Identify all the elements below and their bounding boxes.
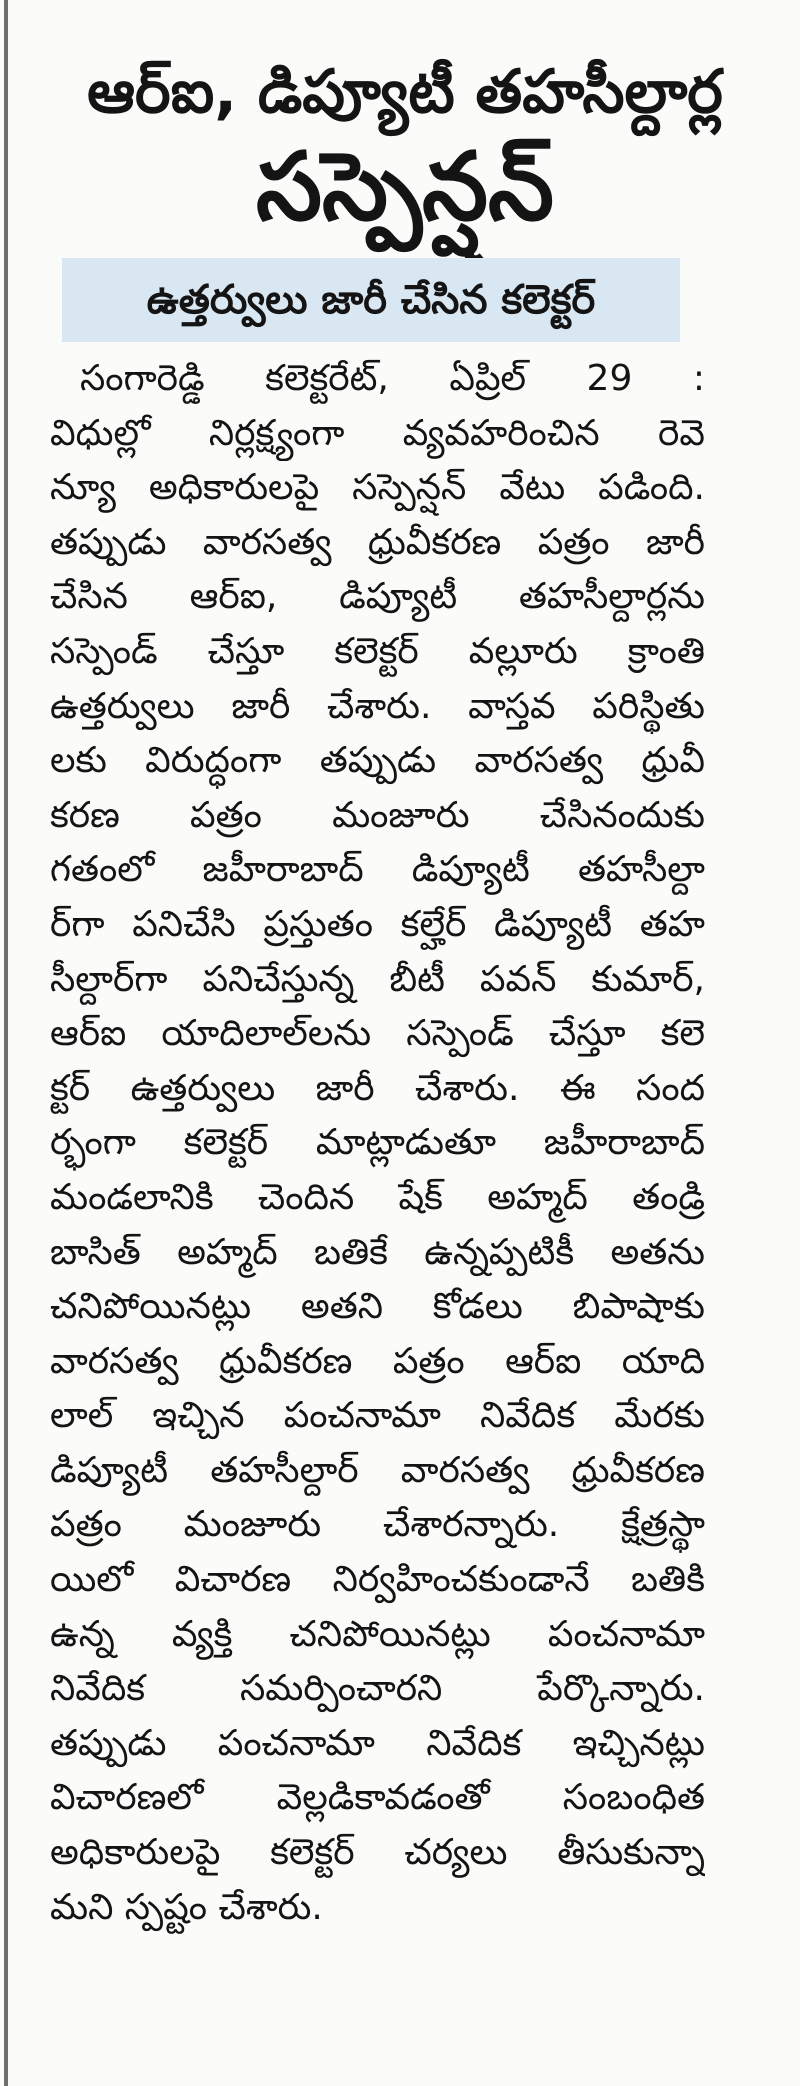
body-line: చనిపోయినట్లు అతని కోడలు బిపాషాకు (50, 1286, 705, 1328)
body-line: పత్రం మంజూరు చేశారన్నారు. క్షేత్రస్థా (50, 1504, 705, 1546)
body-line: యిలో విచారణ నిర్వహించకుండానే బతికి (50, 1559, 705, 1601)
body-line: ఉన్న వ్యక్తి చనిపోయినట్లు పంచనామా (50, 1613, 705, 1655)
body-line: డిప్యూటీ తహసీల్దార్ వారసత్వ ధ్రువీకరణ (50, 1449, 705, 1491)
body-line: న్యూ అధికారులపై సస్పెన్షన్ వేటు పడింది. (50, 467, 705, 509)
body-line: క్టర్ ఉత్తర్వులు జారీ చేశారు. ఈ సంద (50, 1067, 705, 1109)
body-line: నివేదిక సమర్పించారని పేర్కొన్నారు. (50, 1668, 705, 1710)
left-border-rule (4, 0, 8, 2086)
body-line: మండలానికి చెందిన షేక్ అహ్మద్ తండ్రి (50, 1176, 705, 1218)
body-line: విధుల్లో నిర్లక్ష్యంగా వ్యవహరించిన రెవె (50, 412, 705, 454)
body-line: విచారణలో వెల్లడికావడంతో సంబంధిత (50, 1777, 705, 1819)
body-line: తప్పుడు పంచనామా నివేదిక ఇచ్చినట్లు (50, 1722, 705, 1764)
body-line: సంగారెడ్డి కలెక్టరేట్, ఏప్రిల్ 29 : (80, 358, 705, 399)
body-line: మని స్పష్టం చేశారు. (50, 1886, 323, 1928)
body-line: ర్భంగా కలెక్టర్ మాట్లాడుతూ జహీరాబాద్ (50, 1122, 705, 1164)
body-line: ఉత్తర్వులు జారీ చేశారు. వాస్తవ పరిస్థితు (50, 685, 705, 727)
headline-line-1: ఆర్ఐ, డిప్యూటీ తహసీల్దార్ల (87, 57, 723, 127)
body-line: లాల్ ఇచ్చిన పంచనామా నివేదిక మేరకు (50, 1395, 705, 1437)
body-line: అధికారులపై కలెక్టర్ చర్యలు తీసుకున్నా (50, 1832, 705, 1874)
body-line: సీల్దార్‌గా పనిచేస్తున్న బీటీ పవన్ కుమార్, (50, 958, 705, 1000)
body-line: చేసిన ఆర్ఐ, డిప్యూటీ తహసీల్దార్లను (50, 576, 705, 618)
body-line: తప్పుడు వారసత్వ ధ్రువీకరణ పత్రం జారీ (50, 521, 705, 563)
body-line: లకు విరుద్ధంగా తప్పుడు వారసత్వ ధ్రువీ (50, 740, 705, 782)
body-line: కరణ పత్రం మంజూరు చేసినందుకు (50, 794, 705, 836)
article-body (50, 352, 705, 1935)
body-line: గతంలో జహీరాబాద్ డిప్యూటీ తహసీల్దా (50, 849, 705, 891)
body-line: ర్‌గా పనిచేసి ప్రస్తుతం కల్హేర్ డిప్యూటీ తహ (50, 903, 705, 945)
top-cut-off-text (60, 0, 580, 14)
body-line: వారసత్వ ధ్రువీకరణ పత్రం ఆర్ఐ యాది (50, 1340, 705, 1382)
body-line: సస్పెండ్ చేస్తూ కలెక్టర్ వల్లూరు క్రాంతి (50, 630, 705, 672)
subheading: ఉత్తర్వులు జారీ చేసిన కలెక్టర్ (146, 277, 596, 323)
body-line: బాసిత్ అహ్మద్ బతికే ఉన్నప్పటికీ అతను (50, 1231, 705, 1273)
headline-line-2: సస్పెన్షన్ (256, 133, 554, 242)
body-line: ఆర్ఐ యాదిలాల్‌లను సస్పెండ్ చేస్తూ కలె (50, 1013, 705, 1055)
